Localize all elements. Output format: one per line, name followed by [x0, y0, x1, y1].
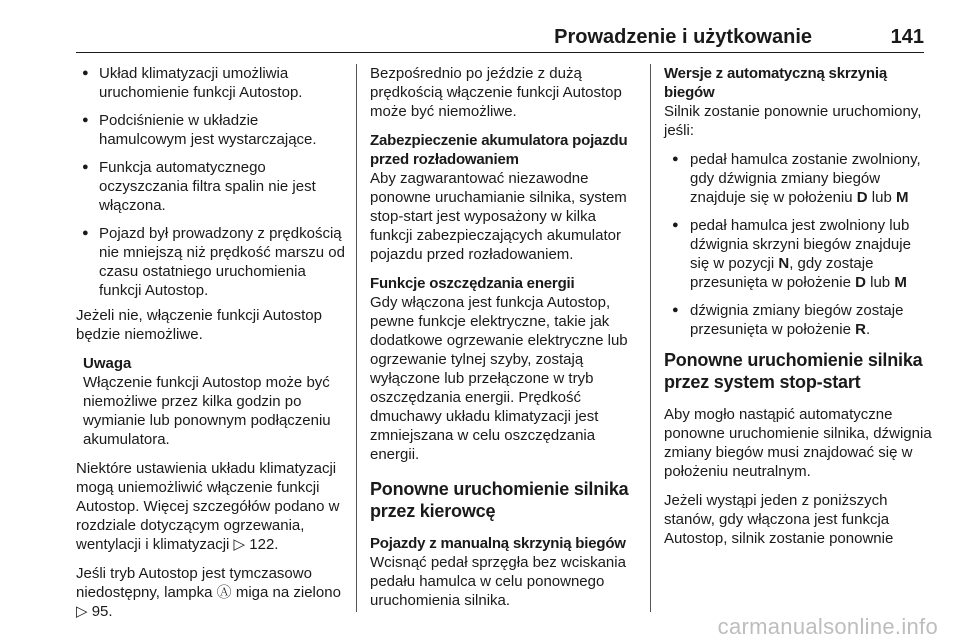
page-header — [0, 0, 960, 58]
gear-position-m: M — [896, 189, 909, 206]
paragraph: Bezpośrednio po jeździe z dużą prędkością włączenie funkcji Autostop może być niemożliwe. — [370, 65, 622, 120]
paragraph: Wcisnąć pedał sprzęgła bez wciskania pedału hamulca w celu ponownego uruchomienia silnika. — [370, 554, 626, 609]
subheading: Funkcje oszczędzania energii — [370, 275, 575, 292]
column-right — [664, 64, 934, 558]
paragraph: Aby zagwarantować niezawodne ponowne uruchamianie silnika, system stop-start jest wyposażony w kilka funkcji zabezpieczających akumulator pojazdu przed rozładowaniem. — [370, 170, 627, 263]
gear-position-r: R — [855, 321, 866, 338]
subheading: Zabezpieczenie akumulatora pojazdu przed rozładowaniem — [370, 132, 628, 168]
paragraph-text: Niektóre ustawienia układu klimatyzacji mogą uniemożliwić włączenie funkcji Autostop. Więcej szczegółów podano w rozdziale dotyczącym ogrzewania, wentylacji i klimatyzacji — [76, 460, 340, 553]
column-left — [76, 64, 348, 631]
section-heading: Ponowne uruchomienie silnika przez system stop-start — [664, 350, 923, 392]
note-box — [76, 354, 348, 449]
list-item-text: . — [865, 321, 871, 338]
list-item — [664, 216, 934, 292]
watermark: carmanualsonline.info — [717, 614, 938, 639]
paragraph: Gdy włączona jest funkcja Autostop, pewne funkcje elektryczne, takie jak dodatkowe ogrzewanie elektryczne lub ogrzewanie tylnej szyby, zostają wyłączone lub przełączone w tryb oszczędzania energii. Prędkość dmuchawy układu klimatyzacji jest zmniejszana w celu oszczędzania energii. — [370, 294, 628, 463]
section-heading: Ponowne uruchomienie silnika przez kierowcę — [370, 479, 629, 521]
subheading: Wersje z automatyczną skrzynią biegów — [664, 65, 887, 101]
column-middle — [370, 64, 642, 620]
paragraph: Aby mogło nastąpić automatyczne ponowne uruchomienie silnika, dźwignia zmiany biegów musi znajdować się w położeniu neutralnym. — [664, 406, 932, 480]
page-ref-arrow-icon: ▷ — [233, 536, 246, 553]
gear-position-d: D — [856, 189, 868, 206]
paragraph: Jeżeli wystąpi jeden z poniższych stanów, gdy włączona jest funkcja Autostop, silnik zostanie ponownie — [664, 492, 894, 547]
page-reference[interactable]: 122. — [249, 536, 279, 553]
subheading: Pojazdy z manualną skrzynią biegów — [370, 535, 626, 552]
autostop-lamp-icon: Ⓐ — [216, 584, 232, 601]
paragraph-text: Jeśli tryb Autostop jest tymczasowo niedostępny, lampka — [76, 565, 312, 601]
note-title: Uwaga — [83, 355, 132, 372]
paragraph — [76, 564, 348, 621]
list-item-text: dźwignia zmiany biegów zostaje przesunięta w położenie — [690, 302, 904, 338]
page-reference[interactable]: 95. — [91, 603, 113, 620]
paragraph — [76, 459, 348, 554]
gear-position-d: D — [855, 274, 866, 291]
column-divider — [356, 64, 357, 612]
page-number: 141 — [890, 26, 924, 48]
list-item-text: pedał hamulca jest zwolniony lub dźwignia skrzyni biegów znajduje się w pozycji — [690, 217, 911, 272]
gear-position-m: M — [894, 274, 907, 291]
list-item: ● Podciśnienie w układzie hamulcowym jest wystarczające. — [76, 111, 348, 149]
list-item-text: lub — [870, 274, 891, 291]
header-rule — [76, 52, 924, 53]
list-item-text: pedał hamulca zostanie zwolniony, gdy dźwignia zmiany biegów znajduje się w położeniu — [690, 151, 921, 206]
paragraph: Silnik zostanie ponownie uruchomiony, jeśli: — [664, 103, 922, 139]
list-item — [664, 150, 934, 207]
page-ref-arrow-icon: ▷ — [76, 603, 88, 620]
page-title: Prowadzenie i użytkowanie — [554, 26, 812, 48]
list-item: ● Funkcja automatycznego oczyszczania filtra spalin nie jest włączona. — [76, 158, 348, 215]
note-text: Włączenie funkcji Autostop może być niemożliwe przez kilka godzin po wymianie lub ponownym podłączeniu akumulatora. — [83, 374, 331, 448]
list-item-text: , gdy zostaje przesunięta w położenie — [690, 255, 874, 291]
list-item: ● Pojazd był prowadzony z prędkością nie mniejszą niż prędkość marszu od czasu ostatniego uruchomienia funkcji Autostop. — [76, 224, 348, 300]
list-item: ● Układ klimatyzacji umożliwia uruchomienie funkcji Autostop. — [76, 64, 348, 102]
list-item — [664, 301, 934, 339]
column-divider — [650, 64, 651, 612]
paragraph-text: miga na zielono — [235, 584, 341, 601]
list-item-text: lub — [871, 189, 892, 206]
gear-position-n: N — [778, 255, 790, 272]
paragraph: Jeżeli nie, włączenie funkcji Autostop będzie niemożliwe. — [76, 307, 322, 343]
